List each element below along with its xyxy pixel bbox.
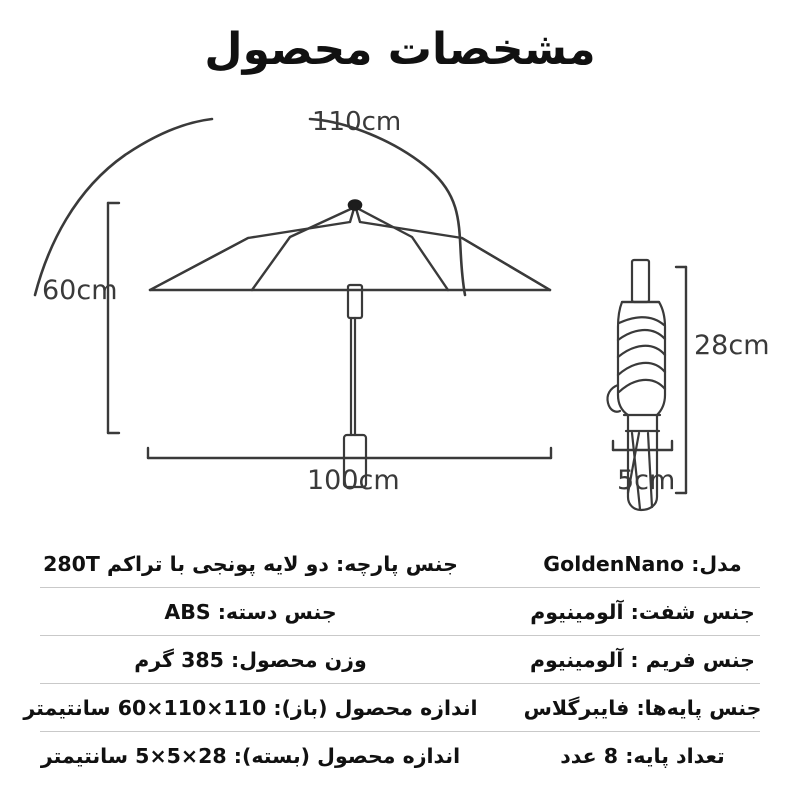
table-row — [0, 540, 800, 588]
dim-line-28cm — [676, 267, 686, 493]
spec-value-model: مدل: GoldenNano — [543, 551, 742, 576]
spec-value-ribs-material: جنس پایه‌ها: فایبرگلاس — [523, 695, 762, 720]
spec-value-ribs-count: تعداد پایه: 8 عدد — [560, 743, 725, 768]
page-title: مشخصات محصول — [204, 24, 596, 75]
spec-value-fabric: جنس پارچه: دو لایه پونجی با تراکم 280T — [43, 551, 458, 576]
spec-value-frame: جنس فریم : آلومینیوم — [530, 647, 755, 672]
umbrella-shaft — [344, 285, 366, 487]
dim-line-60cm — [108, 203, 119, 433]
table-row — [0, 684, 800, 732]
spec-value-size-open: اندازه محصول (باز): 110×110×60 سانتیمتر — [23, 695, 478, 720]
spec-value-weight: وزن محصول: 385 گرم — [134, 647, 367, 672]
spec-value-shaft: جنس شفت: آلومینیوم — [530, 599, 755, 624]
dimension-label-arc: 110cm — [312, 107, 402, 137]
umbrella-dimension-diagram — [0, 95, 800, 515]
table-row — [0, 588, 800, 636]
umbrella-canopy — [150, 205, 550, 290]
dim-line-5cm — [613, 441, 672, 450]
umbrella-finial — [349, 201, 361, 210]
specs-table — [0, 540, 800, 780]
spec-value-handle: جنس دسته: ABS — [164, 599, 337, 624]
dimension-label-width: 100cm — [307, 465, 400, 496]
table-row — [0, 732, 800, 780]
arc-110cm — [35, 119, 465, 295]
dim-line-100cm — [148, 448, 551, 458]
table-row — [0, 636, 800, 684]
dimension-label-folded-height: 28cm — [694, 330, 770, 361]
dimension-label-folded-width: 5cm — [617, 465, 676, 496]
spec-value-size-closed: اندازه محصول (بسته): 28×5×5 سانتیمتر — [40, 743, 461, 768]
diagram-svg — [0, 95, 800, 515]
dimension-label-height: 60cm — [42, 275, 118, 306]
